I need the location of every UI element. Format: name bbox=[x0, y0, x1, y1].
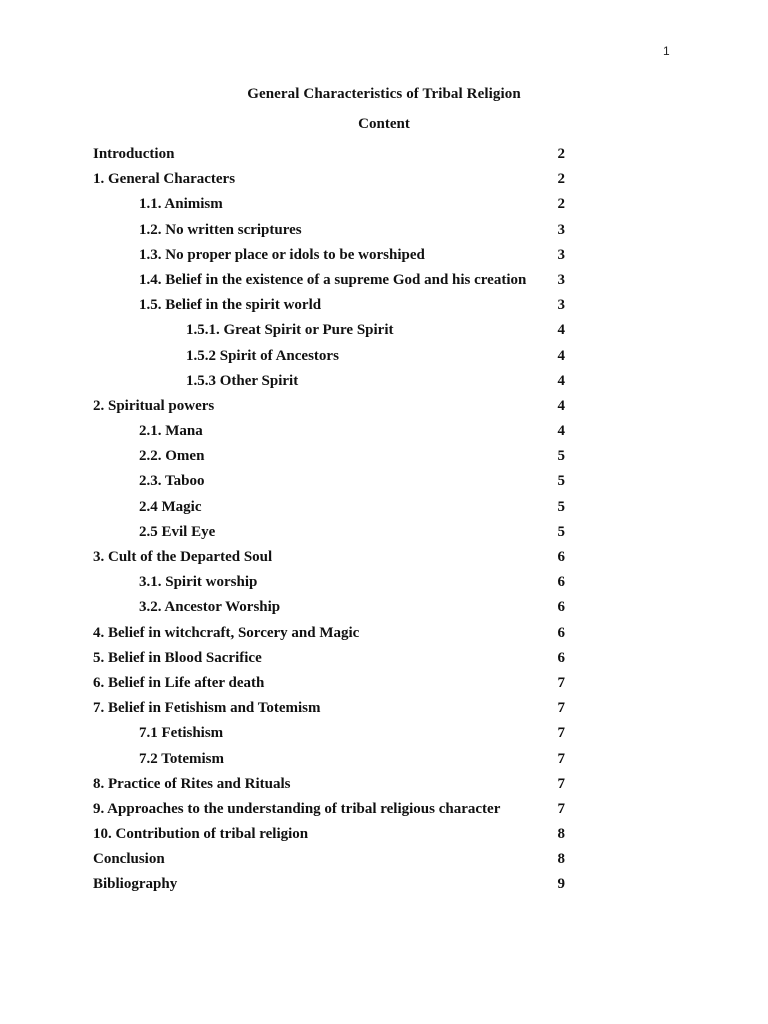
toc-entry-title: 2.5 Evil Eye bbox=[139, 523, 216, 540]
toc-entry-title: Bibliography bbox=[93, 876, 178, 893]
toc-entry-title: 1.5.2 Spirit of Ancestors bbox=[186, 347, 339, 364]
toc-entry-title: 3. Cult of the Departed Soul bbox=[93, 549, 273, 565]
table-of-contents bbox=[93, 142, 568, 898]
toc-entry-page: 6 bbox=[557, 599, 565, 616]
toc-entry-page: 4 bbox=[557, 423, 565, 440]
toc-entry-page: 3 bbox=[557, 246, 565, 263]
toc-entry-page: 2 bbox=[557, 196, 565, 213]
toc-entry-page: 7 bbox=[557, 725, 565, 742]
toc-entry-title: 2.3. Taboo bbox=[139, 473, 205, 490]
toc-entry bbox=[93, 570, 568, 595]
toc-entry-title: 1. General Characters bbox=[93, 171, 236, 188]
toc-entry-title: 2. Spiritual powers bbox=[93, 397, 215, 414]
toc-entry-title: 6. Belief in Life after death bbox=[93, 674, 265, 691]
toc-entry bbox=[93, 747, 568, 772]
toc-entry-page: 7 bbox=[557, 775, 565, 792]
toc-entry-page: 4 bbox=[557, 397, 565, 414]
toc-entry bbox=[93, 142, 568, 167]
toc-entry-page: 6 bbox=[557, 549, 565, 565]
toc-entry-page: 3 bbox=[557, 221, 565, 238]
document-title: General Characteristics of Tribal Religion bbox=[247, 86, 521, 102]
toc-entry-page: 8 bbox=[557, 826, 565, 843]
toc-entry-page: 2 bbox=[557, 171, 565, 188]
toc-entry bbox=[93, 520, 568, 545]
toc-entry bbox=[93, 772, 568, 797]
toc-entry bbox=[93, 646, 568, 671]
toc-entry bbox=[93, 822, 568, 847]
toc-entry-page: 9 bbox=[557, 876, 565, 893]
toc-entry-title: 2.1. Mana bbox=[139, 423, 203, 440]
toc-entry-page: 7 bbox=[557, 674, 565, 691]
toc-entry-title: 4. Belief in witchcraft, Sorcery and Magic bbox=[93, 624, 360, 641]
toc-entry bbox=[93, 394, 568, 419]
toc-entry-page: 8 bbox=[557, 851, 565, 868]
toc-entry bbox=[93, 797, 568, 822]
toc-entry-title: 1.5.1. Great Spirit or Pure Spirit bbox=[186, 322, 394, 339]
toc-entry-page: 3 bbox=[557, 271, 565, 288]
toc-entry bbox=[93, 167, 568, 192]
toc-entry-page: 6 bbox=[557, 574, 565, 591]
toc-entry bbox=[93, 293, 568, 318]
toc-entry bbox=[93, 847, 568, 872]
toc-entry-page: 5 bbox=[557, 498, 565, 515]
toc-entry-title: 7.2 Totemism bbox=[139, 750, 225, 767]
toc-entry-page: 5 bbox=[557, 448, 565, 465]
toc-entry bbox=[93, 469, 568, 494]
toc-entry-title: 2.2. Omen bbox=[139, 448, 205, 465]
toc-entry bbox=[93, 218, 568, 243]
toc-entry-page: 5 bbox=[557, 473, 565, 490]
toc-entry-title: Introduction bbox=[93, 146, 175, 162]
toc-entry bbox=[93, 344, 568, 369]
toc-entry bbox=[93, 872, 568, 897]
toc-entry bbox=[93, 318, 568, 343]
toc-entry-page: 6 bbox=[557, 624, 565, 641]
toc-entry bbox=[93, 721, 568, 746]
toc-entry-title: 7.1 Fetishism bbox=[139, 725, 224, 742]
toc-entry-title: 1.3. No proper place or idols to be worshiped bbox=[139, 246, 425, 263]
toc-entry-title: 1.5.3 Other Spirit bbox=[186, 372, 299, 389]
toc-entry bbox=[93, 671, 568, 696]
toc-entry-page: 4 bbox=[557, 347, 565, 364]
toc-heading: Content bbox=[358, 116, 410, 132]
toc-entry-page: 7 bbox=[557, 750, 565, 767]
toc-entry bbox=[93, 243, 568, 268]
toc-entry bbox=[93, 545, 568, 570]
toc-entry-page: 7 bbox=[557, 800, 565, 817]
toc-entry-title: 1.2. No written scriptures bbox=[139, 221, 302, 238]
toc-entry-title: Conclusion bbox=[93, 851, 165, 868]
toc-entry-page: 4 bbox=[557, 372, 565, 389]
toc-entry-page: 3 bbox=[557, 297, 565, 314]
toc-entry bbox=[93, 419, 568, 444]
toc-entry-page: 2 bbox=[557, 146, 565, 162]
toc-entry-page: 6 bbox=[557, 649, 565, 666]
toc-entry-title: 2.4 Magic bbox=[139, 498, 202, 515]
toc-entry-page: 5 bbox=[557, 523, 565, 540]
toc-entry-page: 7 bbox=[557, 700, 565, 717]
toc-entry-title: 1.4. Belief in the existence of a supreme God and his creation bbox=[139, 271, 527, 288]
toc-entry bbox=[93, 696, 568, 721]
toc-entry-title: 10. Contribution of tribal religion bbox=[93, 826, 309, 843]
toc-entry bbox=[93, 621, 568, 646]
toc-entry-title: 9. Approaches to the understanding of tribal religious character bbox=[93, 800, 501, 817]
toc-entry-title: 1.1. Animism bbox=[139, 196, 223, 213]
toc-entry-title: 7. Belief in Fetishism and Totemism bbox=[93, 700, 321, 717]
toc-entry bbox=[93, 369, 568, 394]
toc-entry-title: 3.1. Spirit worship bbox=[139, 574, 258, 591]
toc-entry bbox=[93, 268, 568, 293]
page-number: 1 bbox=[663, 44, 670, 58]
toc-entry bbox=[93, 595, 568, 620]
toc-entry-title: 8. Practice of Rites and Rituals bbox=[93, 775, 291, 792]
toc-entry-title: 5. Belief in Blood Sacrifice bbox=[93, 649, 262, 666]
toc-entry bbox=[93, 444, 568, 469]
toc-entry bbox=[93, 495, 568, 520]
toc-entry-title: 1.5. Belief in the spirit world bbox=[139, 297, 322, 314]
toc-entry bbox=[93, 192, 568, 217]
toc-entry-page: 4 bbox=[557, 322, 565, 339]
toc-entry-title: 3.2. Ancestor Worship bbox=[139, 599, 281, 616]
